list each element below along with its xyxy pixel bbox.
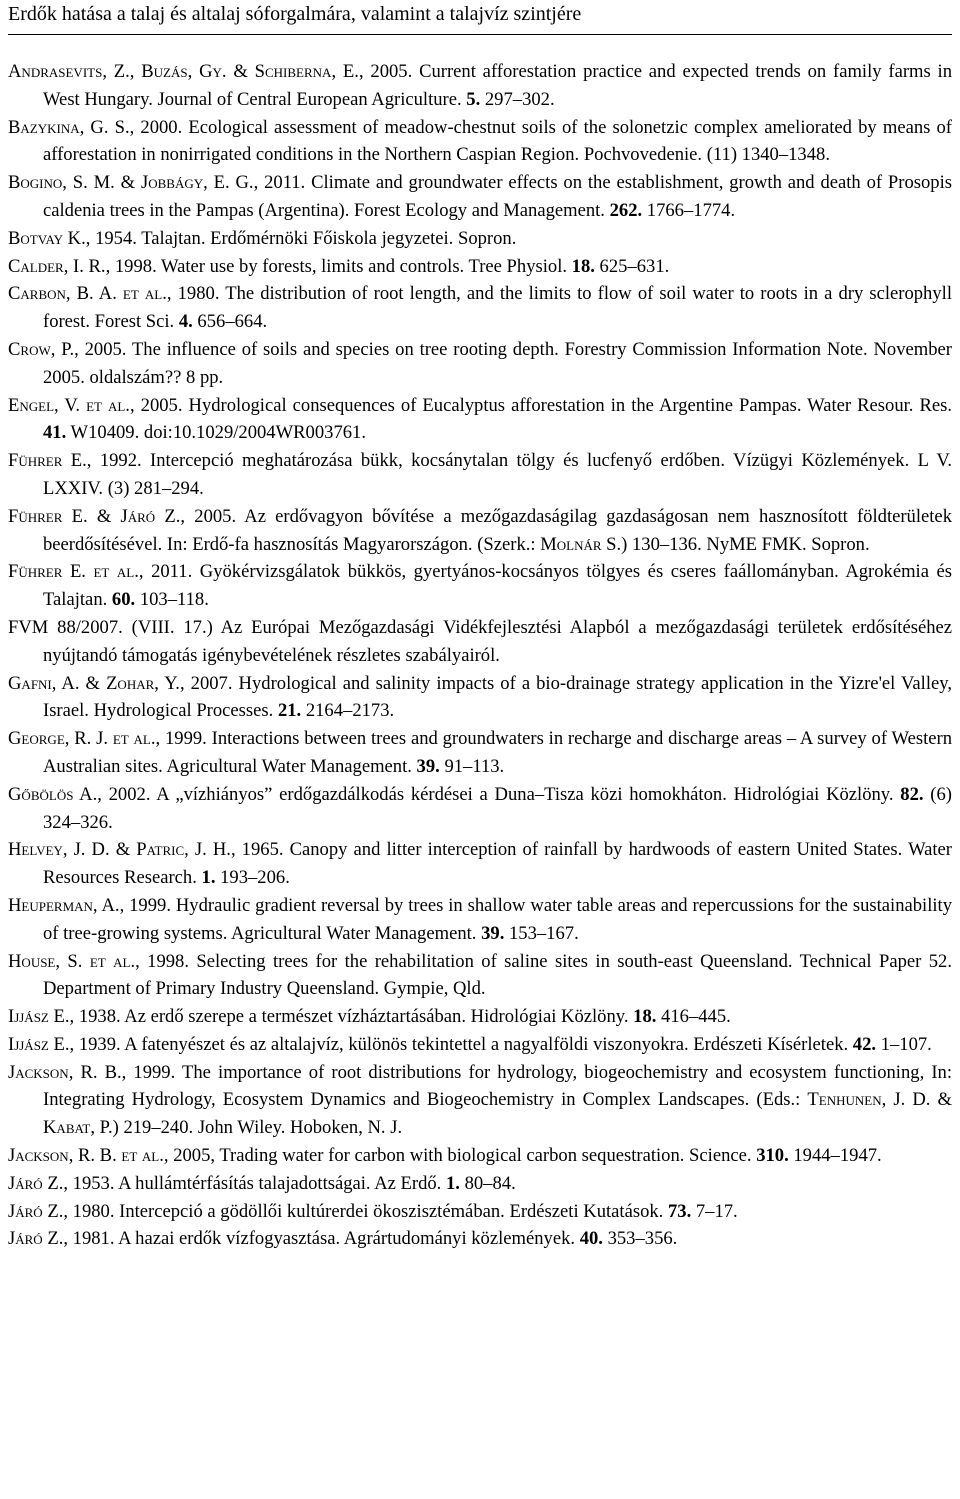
reference-text: 625–631. (594, 255, 670, 277)
reference-text: , 1998. Water use by forests, limits and controls. Tree Physiol. (105, 255, 572, 277)
reference-text: , 1980. The distribution of root length, and the limits to flow of soil water to roots in a dry sclerophyll forest. Forest Sci. (43, 283, 952, 333)
reference-authors: Helvey, J. D. & Patric, J. H. (8, 839, 231, 861)
reference-text: , 2005. Az erdővagyon bővítése a mezőgazdaságilag gazdaságosan nem hasznosított földterületek beerdősítésével. In: Erdő-fa hasznosítás Magyarországon. (Szerk.: (43, 505, 952, 555)
reference-text: , 1938. Az erdő szerepe a természet vízháztartásában. Hidrológiai Közlöny. (69, 1006, 634, 1028)
reference-authors: Tenhunen, J. D. & Kabat, P. (43, 1089, 953, 1139)
reference-authors: Engel, V. et al. (8, 394, 130, 416)
reference-volume: 310. (756, 1145, 789, 1167)
reference-text: , 2005. Current afforestation practice and expected trends on family farms in West Hungary. Journal of Central European Agriculture. (43, 61, 953, 110)
reference-authors: Gőbölös A. (8, 783, 98, 805)
reference-text: , 1965. Canopy and litter interception of rainfall by hardwoods of eastern United States. Water Resources Research. (43, 839, 952, 889)
reference-text: , 1939. A fatenyészet és az altalajvíz, különös tekintettel a nagyalföldi viszonyokra. Erdészeti Kísérletek. (69, 1033, 853, 1055)
reference-authors: Jackson, R. B. (8, 1061, 122, 1083)
reference-text: , 1999. Interactions between trees and groundwaters in recharge and discharge areas – A survey of Western Australian sites. Agricultural Water Management. (43, 728, 952, 777)
reference-text: 353–356. (602, 1228, 678, 1250)
reference-text: , 2005, Trading water for carbon with biological carbon sequestration. Science. (163, 1145, 757, 1167)
reference-entry (8, 948, 952, 1004)
reference-text: 7–17. (691, 1200, 738, 1222)
reference-text: ) 130–136. NyME FMK. Sopron. (621, 533, 870, 555)
reference-text: , 1992. Intercepció meghatározása bükk, kocsánytalan tölgy és lucfenyő erdőben. Vízügyi Közlemények. L V. LXXIV. (3) 281–294. (43, 450, 953, 499)
reference-text: FVM 88/2007. (VIII. 17.) Az Európai Mezőgazdasági Vidékfejlesztési Alapból a mezőgazdasági területek erdősítéséhez nyújtandó támogatás igénybevételének részletes szabályairól. (8, 616, 952, 666)
reference-volume: 40. (579, 1228, 603, 1250)
reference-text: (6) 324–326. (43, 783, 952, 833)
reference-text: 1–107. (876, 1033, 932, 1055)
reference-authors: Heuperman, A. (8, 894, 120, 916)
reference-entry (8, 670, 952, 726)
reference-volume: 82. (900, 783, 924, 805)
reference-authors: Führer E. (8, 450, 87, 472)
reference-text: , 2000. Ecological assessment of meadow-chestnut soils of the solonetzic complex ameliorated by means of afforestation in nonirrigated conditions in the Northern Caspian Region. Pochvovedenie. (11) 1340–1348. (43, 116, 952, 166)
reference-volume: 60. (111, 589, 136, 611)
reference-entry (8, 169, 952, 225)
reference-authors: Führer E. & Járó Z. (8, 505, 181, 527)
reference-text: , 1980. Intercepció a gödöllői kultúrerdei ökoszisztémában. Erdészeti Kutatások. (63, 1200, 668, 1222)
reference-entry (8, 1059, 952, 1142)
reference-entry (8, 114, 952, 170)
reference-volume: 73. (667, 1200, 692, 1222)
reference-entry (8, 558, 952, 614)
reference-entry (8, 1198, 952, 1226)
reference-entry (8, 1170, 952, 1198)
reference-text: 416–445. (656, 1006, 731, 1028)
reference-text: 153–167. (504, 922, 579, 944)
reference-volume: 262. (609, 199, 643, 221)
reference-authors: Járó Z. (8, 1228, 64, 1250)
reference-volume: 39. (416, 755, 440, 777)
reference-list (8, 58, 952, 1253)
reference-authors: Crow, P. (8, 338, 75, 360)
reference-text: , 1953. A hullámtérfásítás talajadottságai. Az Erdő. (63, 1172, 446, 1194)
reference-authors: George, R. J. et al. (8, 728, 156, 750)
header-divider (8, 34, 952, 35)
reference-volume: 1. (201, 867, 216, 889)
reference-volume: 1. (445, 1172, 460, 1194)
reference-entry (8, 253, 952, 281)
reference-text: , 1999. The importance of root distributions for hydrology, biogeochemistry and ecosystem functioning, In: Integrating Hydrology, Ecosystem Dynamics and Biogeochemistry in Complex Landscapes. (Eds.: (43, 1061, 952, 1111)
reference-text: W10409. doi:10.1029/2004WR003761. (66, 422, 366, 444)
reference-text: , 1954. Talajtan. Erdőmérnöki Főiskola jegyzetei. Sopron. (85, 227, 517, 249)
reference-text: 80–84. (459, 1172, 516, 1194)
reference-text: 656–664. (192, 311, 268, 333)
reference-authors: Botvay K. (8, 227, 86, 249)
reference-authors: Gafni, A. & Zohar, Y. (8, 672, 180, 694)
reference-authors: Führer E. et al. (8, 561, 139, 583)
reference-entry (8, 725, 952, 781)
reference-entry (8, 225, 952, 253)
reference-authors: Andrasevits, Z., Buzás, Gy. & Schiberna, E. (8, 61, 359, 82)
reference-volume: 21. (277, 700, 302, 722)
reference-authors: Járó Z. (8, 1200, 64, 1222)
reference-text: , 2007. Hydrological and salinity impacts of a bio-drainage strategy application in the Yizre'el Valley, Israel. Hydrological Processes. (43, 672, 952, 722)
reference-volume: 41. (43, 422, 67, 444)
reference-volume: 5. (466, 88, 481, 110)
reference-entry (8, 336, 952, 392)
reference-volume: 18. (633, 1006, 657, 1028)
reference-entry (8, 614, 952, 670)
reference-authors: Molnár S. (540, 533, 622, 555)
reference-entry (8, 1031, 952, 1059)
reference-text: 193–206. (215, 867, 290, 889)
reference-authors: Calder, I. R. (8, 255, 106, 277)
reference-text: , 1981. A hazai erdők vízfogyasztása. Agrártudományi közlemények. (63, 1228, 580, 1250)
reference-text: , 2011. Climate and groundwater effects on the establishment, growth and death of Prosopis caldenia trees in the Pampas (Argentina). Forest Ecology and Management. (43, 172, 952, 221)
reference-text: , 2005. Hydrological consequences of Eucalyptus afforestation in the Argentine Pampas. Water Resour. Res. (129, 394, 952, 416)
reference-entry (8, 892, 952, 948)
reference-entry (8, 280, 952, 336)
reference-authors: Ijjász E. (8, 1006, 70, 1028)
reference-authors: Járó Z. (8, 1172, 64, 1194)
reference-text: , 2002. A „vízhiányos” erdőgazdálkodás kérdései a Duna–Tisza közi homokháton. Hidrológiai Közlöny. (97, 783, 901, 805)
reference-entry (8, 836, 952, 892)
reference-entry (8, 503, 952, 559)
reference-volume: 18. (571, 255, 595, 277)
reference-authors: Carbon, B. A. et al. (8, 283, 167, 305)
reference-volume: 39. (481, 922, 505, 944)
reference-text: 103–118. (135, 589, 209, 611)
reference-authors: Jackson, R. B. et al. (8, 1145, 164, 1167)
reference-authors: Ijjász E. (8, 1033, 70, 1055)
reference-volume: 4. (178, 311, 193, 333)
reference-entry (8, 1225, 952, 1253)
reference-text: , 1999. Hydraulic gradient reversal by trees in shallow water table areas and repercussions for the sustainability of tree-growing systems. Agricultural Water Management. (43, 894, 953, 944)
reference-text: 91–113. (439, 755, 505, 777)
running-header-title: Erdők hatása a talaj és altalaj sóforgalmára, valamint a talajvíz szintjére (8, 3, 582, 25)
reference-text: 297–302. (480, 88, 555, 110)
reference-text: ) 219–240. John Wiley. Hoboken, N. J. (112, 1117, 403, 1139)
reference-authors: Bazykina, G. S. (8, 116, 130, 138)
reference-text: , 2011. Gyökérvizsgálatok bükkös, gyertyános-kocsányos tölgyes és cseres faállományban. Agrokémia és Talajtan. (43, 561, 952, 611)
reference-text: 1766–1774. (642, 199, 736, 221)
reference-authors: House, S. et al. (8, 950, 136, 972)
reference-entry (8, 1142, 952, 1170)
reference-text: , 1998. Selecting trees for the rehabilitation of saline sites in south-east Queensland. Technical Paper 52. Department of Primary Industry Queensland. Gympie, Qld. (43, 950, 952, 1000)
reference-text: 2164–2173. (301, 700, 395, 722)
reference-text: , 2005. The influence of soils and species on tree rooting depth. Forestry Commission Information Note. November 2005. oldalszám?? 8 pp. (43, 338, 952, 388)
reference-text: 1944–1947. (788, 1145, 882, 1167)
reference-volume: 42. (852, 1033, 877, 1055)
reference-entry (8, 58, 952, 114)
reference-entry (8, 392, 952, 448)
reference-entry (8, 1003, 952, 1031)
reference-authors: Bogino, S. M. & Jobbágy, E. G. (8, 172, 254, 194)
reference-entry (8, 447, 952, 503)
reference-entry (8, 781, 952, 837)
